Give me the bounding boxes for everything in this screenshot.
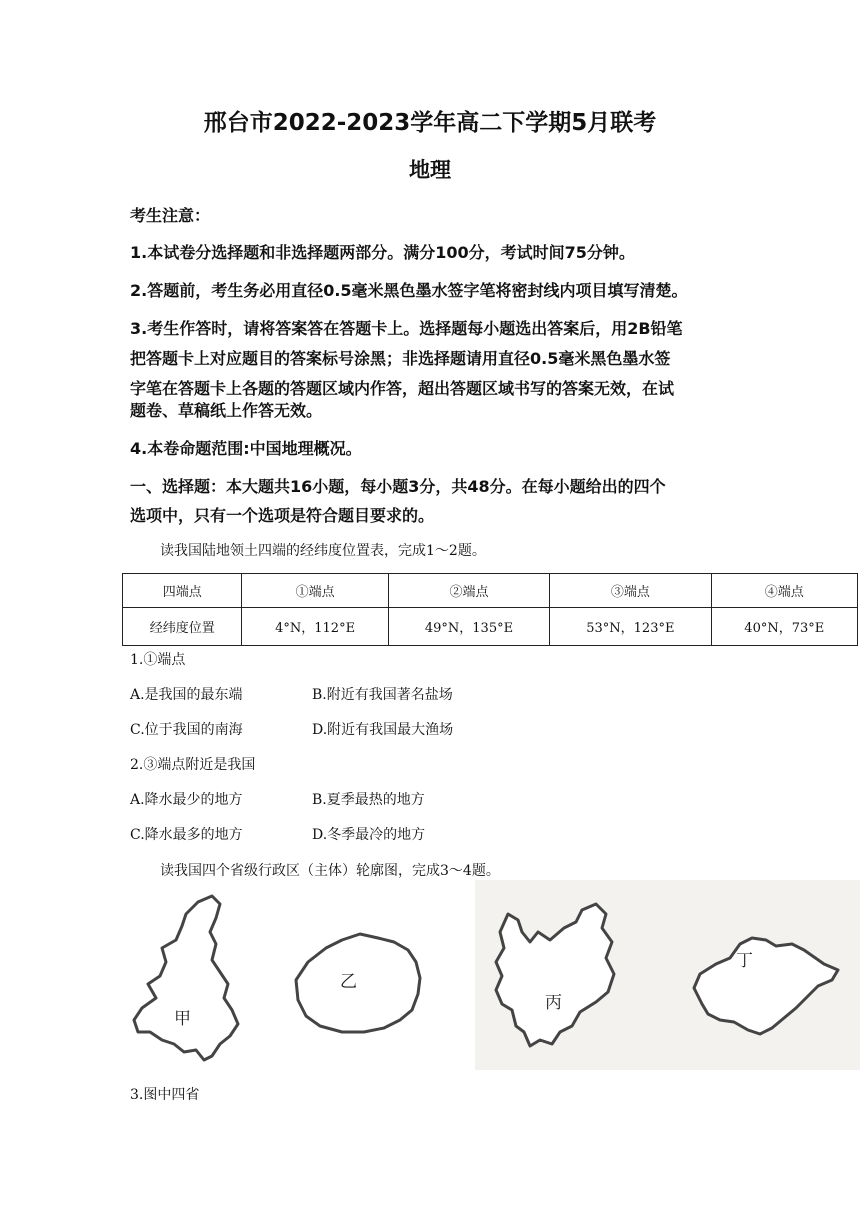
map-label-ding: 丁 bbox=[736, 951, 753, 971]
map-label-bing: 丙 bbox=[545, 993, 562, 1013]
notice-line-3: 3.考生作答时，请将答案答在答题卡上。选择题每小题选出答案后，用2B铅笔 bbox=[130, 319, 683, 338]
province-outline-figure bbox=[120, 880, 860, 1070]
table-header-row bbox=[123, 574, 858, 608]
exam-title: 邢台市2022-2023学年高二下学期5月联考 bbox=[203, 110, 657, 136]
table-cell: ①端点 bbox=[242, 574, 388, 608]
table-cell: 四端点 bbox=[123, 574, 242, 608]
notice-line-6: 题卷、草稿纸上作答无效。 bbox=[130, 401, 323, 420]
q2-option-a: A.降水最少的地方 bbox=[130, 792, 243, 808]
notice-line-2: 2.答题前，考生务必用直径0.5毫米黑色墨水签字笔将密封线内项目填写清楚。 bbox=[130, 281, 688, 300]
q2-option-b: B.夏季最热的地方 bbox=[312, 792, 425, 808]
table-cell: 53°N，123°E bbox=[550, 608, 711, 646]
q2-option-c: C.降水最多的地方 bbox=[130, 827, 243, 843]
q2-option-d: D.冬季最冷的地方 bbox=[312, 827, 426, 843]
intro-q1-2: 读我国陆地领土四端的经纬度位置表，完成1～2题。 bbox=[160, 543, 486, 559]
q1-option-b: B.附近有我国著名盐场 bbox=[312, 687, 453, 703]
table-cell: ④端点 bbox=[711, 574, 857, 608]
notice-heading: 考生注意： bbox=[130, 206, 211, 225]
q3-stem: 3.图中四省 bbox=[130, 1087, 200, 1103]
notice-line-7: 4.本卷命题范围:中国地理概况。 bbox=[130, 439, 362, 458]
map-label-jia: 甲 bbox=[174, 1009, 191, 1029]
q1-option-d: D.附近有我国最大渔场 bbox=[312, 722, 454, 738]
table-cell: 40°N，73°E bbox=[711, 608, 857, 646]
notice-line-4: 把答题卡上对应题目的答案标号涂黑；非选择题请用直径0.5毫米黑色墨水签 bbox=[130, 349, 671, 368]
section-heading-line-1: 一、选择题：本大题共16小题，每小题3分，共48分。在每小题给出的四个 bbox=[130, 477, 666, 496]
notice-line-1: 1.本试卷分选择题和非选择题两部分。满分100分，考试时间75分钟。 bbox=[130, 243, 635, 262]
table-cell: 经纬度位置 bbox=[123, 608, 242, 646]
subject-title: 地理 bbox=[409, 158, 451, 182]
table-cell: ②端点 bbox=[388, 574, 549, 608]
map-label-yi: 乙 bbox=[340, 972, 357, 992]
table-row bbox=[123, 608, 858, 646]
table-cell: 4°N，112°E bbox=[242, 608, 388, 646]
q1-option-c: C.位于我国的南海 bbox=[130, 722, 243, 738]
section-heading-line-2: 选项中，只有一个选项是符合题目要求的。 bbox=[130, 506, 435, 525]
q2-stem: 2.③端点附近是我国 bbox=[130, 757, 256, 773]
province-outline-jia bbox=[134, 896, 238, 1060]
coordinates-table bbox=[122, 573, 858, 646]
q1-option-a: A.是我国的最东端 bbox=[130, 687, 243, 703]
table-cell: ③端点 bbox=[550, 574, 711, 608]
intro-q3-4: 读我国四个省级行政区（主体）轮廓图，完成3～4题。 bbox=[160, 863, 500, 879]
notice-line-5: 字笔在答题卡上各题的答题区域内作答，超出答题区域书写的答案无效，在试 bbox=[130, 379, 675, 398]
table-cell: 49°N，135°E bbox=[388, 608, 549, 646]
province-outline-yi bbox=[296, 934, 420, 1032]
q1-stem: 1.①端点 bbox=[130, 652, 186, 668]
